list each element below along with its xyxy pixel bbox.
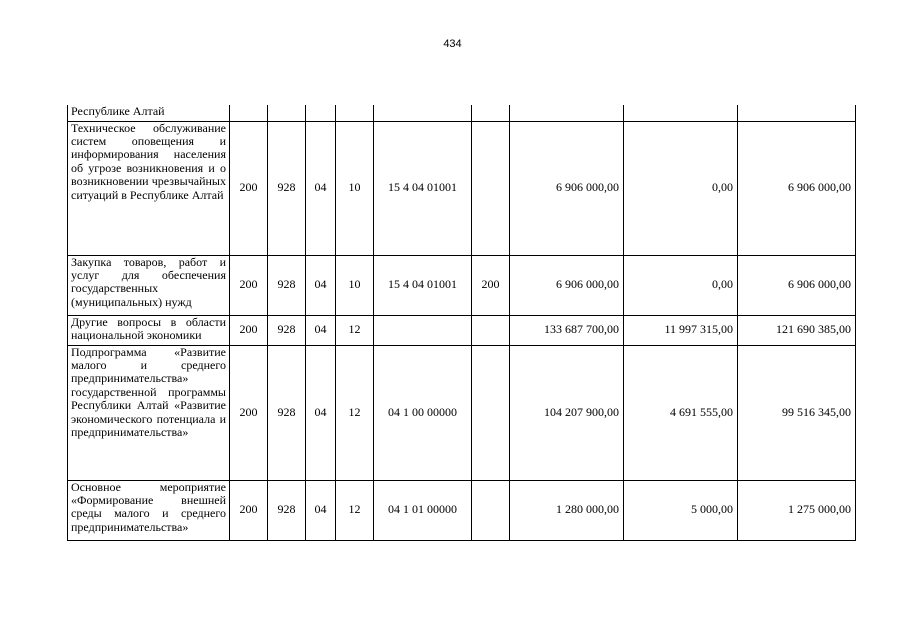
cell-vedomstvo: 200	[230, 315, 268, 345]
cell-vr: 200	[472, 255, 510, 315]
cell-glava: 928	[268, 121, 306, 255]
table-row	[68, 315, 856, 345]
page-number: 434	[443, 38, 462, 50]
cell-sum-change: 11 997 315,00	[624, 315, 738, 345]
cell-glava: 928	[268, 345, 306, 480]
cell-sum-result	[738, 105, 856, 121]
cell-sum-total: 6 906 000,00	[510, 121, 624, 255]
table-row	[68, 255, 856, 315]
cell-sum-result: 1 275 000,00	[738, 480, 856, 540]
table-row	[68, 105, 856, 121]
cell-podrazdel: 12	[336, 480, 374, 540]
cell-sum-change: 0,00	[624, 255, 738, 315]
cell-csr	[374, 105, 472, 121]
cell-sum-change: 4 691 555,00	[624, 345, 738, 480]
cell-vedomstvo: 200	[230, 480, 268, 540]
cell-glava: 928	[268, 480, 306, 540]
table-row	[68, 345, 856, 480]
cell-vedomstvo	[230, 105, 268, 121]
cell-sum-total: 133 687 700,00	[510, 315, 624, 345]
cell-sum-total: 6 906 000,00	[510, 255, 624, 315]
cell-sum-result: 99 516 345,00	[738, 345, 856, 480]
table-row	[68, 480, 856, 540]
cell-csr: 04 1 00 00000	[374, 345, 472, 480]
cell-razdel: 04	[306, 315, 336, 345]
cell-sum-change	[624, 105, 738, 121]
cell-razdel: 04	[306, 121, 336, 255]
cell-razdel	[306, 105, 336, 121]
cell-razdel: 04	[306, 345, 336, 480]
cell-vr	[472, 345, 510, 480]
row-name: Техническое обслуживание систем оповещения и информирования населения об угрозе возникновения и о возникновении чрезвычайных ситуаций в Республике Алтай	[68, 121, 230, 255]
row-name: Основное мероприятие «Формирование внешней среды малого и среднего предпринимательства»	[68, 480, 230, 540]
cell-podrazdel	[336, 105, 374, 121]
cell-sum-total	[510, 105, 624, 121]
row-name: Закупка товаров, работ и услуг для обеспечения государственных (муниципальных) нужд	[68, 255, 230, 315]
cell-csr: 15 4 04 01001	[374, 255, 472, 315]
cell-vedomstvo: 200	[230, 345, 268, 480]
cell-vr	[472, 315, 510, 345]
cell-sum-result: 121 690 385,00	[738, 315, 856, 345]
cell-glava	[268, 105, 306, 121]
cell-sum-total: 104 207 900,00	[510, 345, 624, 480]
cell-sum-result: 6 906 000,00	[738, 121, 856, 255]
cell-vr	[472, 105, 510, 121]
cell-podrazdel: 10	[336, 121, 374, 255]
cell-csr	[374, 315, 472, 345]
cell-sum-result: 6 906 000,00	[738, 255, 856, 315]
row-name: Республике Алтай	[68, 105, 230, 121]
cell-csr: 15 4 04 01001	[374, 121, 472, 255]
cell-vr	[472, 121, 510, 255]
cell-vedomstvo: 200	[230, 121, 268, 255]
cell-glava: 928	[268, 255, 306, 315]
cell-glava: 928	[268, 315, 306, 345]
cell-sum-total: 1 280 000,00	[510, 480, 624, 540]
row-name: Другие вопросы в области национальной экономики	[68, 315, 230, 345]
budget-table	[67, 105, 856, 541]
cell-podrazdel: 12	[336, 315, 374, 345]
row-name: Подпрограмма «Развитие малого и среднего предпринимательства» государственной программы Республики Алтай «Развитие экономического потенциала и предпринимательства»	[68, 345, 230, 480]
cell-razdel: 04	[306, 255, 336, 315]
table-row	[68, 121, 856, 255]
cell-razdel: 04	[306, 480, 336, 540]
cell-vr	[472, 480, 510, 540]
cell-vedomstvo: 200	[230, 255, 268, 315]
cell-sum-change: 0,00	[624, 121, 738, 255]
cell-sum-change: 5 000,00	[624, 480, 738, 540]
cell-podrazdel: 10	[336, 255, 374, 315]
cell-csr: 04 1 01 00000	[374, 480, 472, 540]
cell-podrazdel: 12	[336, 345, 374, 480]
